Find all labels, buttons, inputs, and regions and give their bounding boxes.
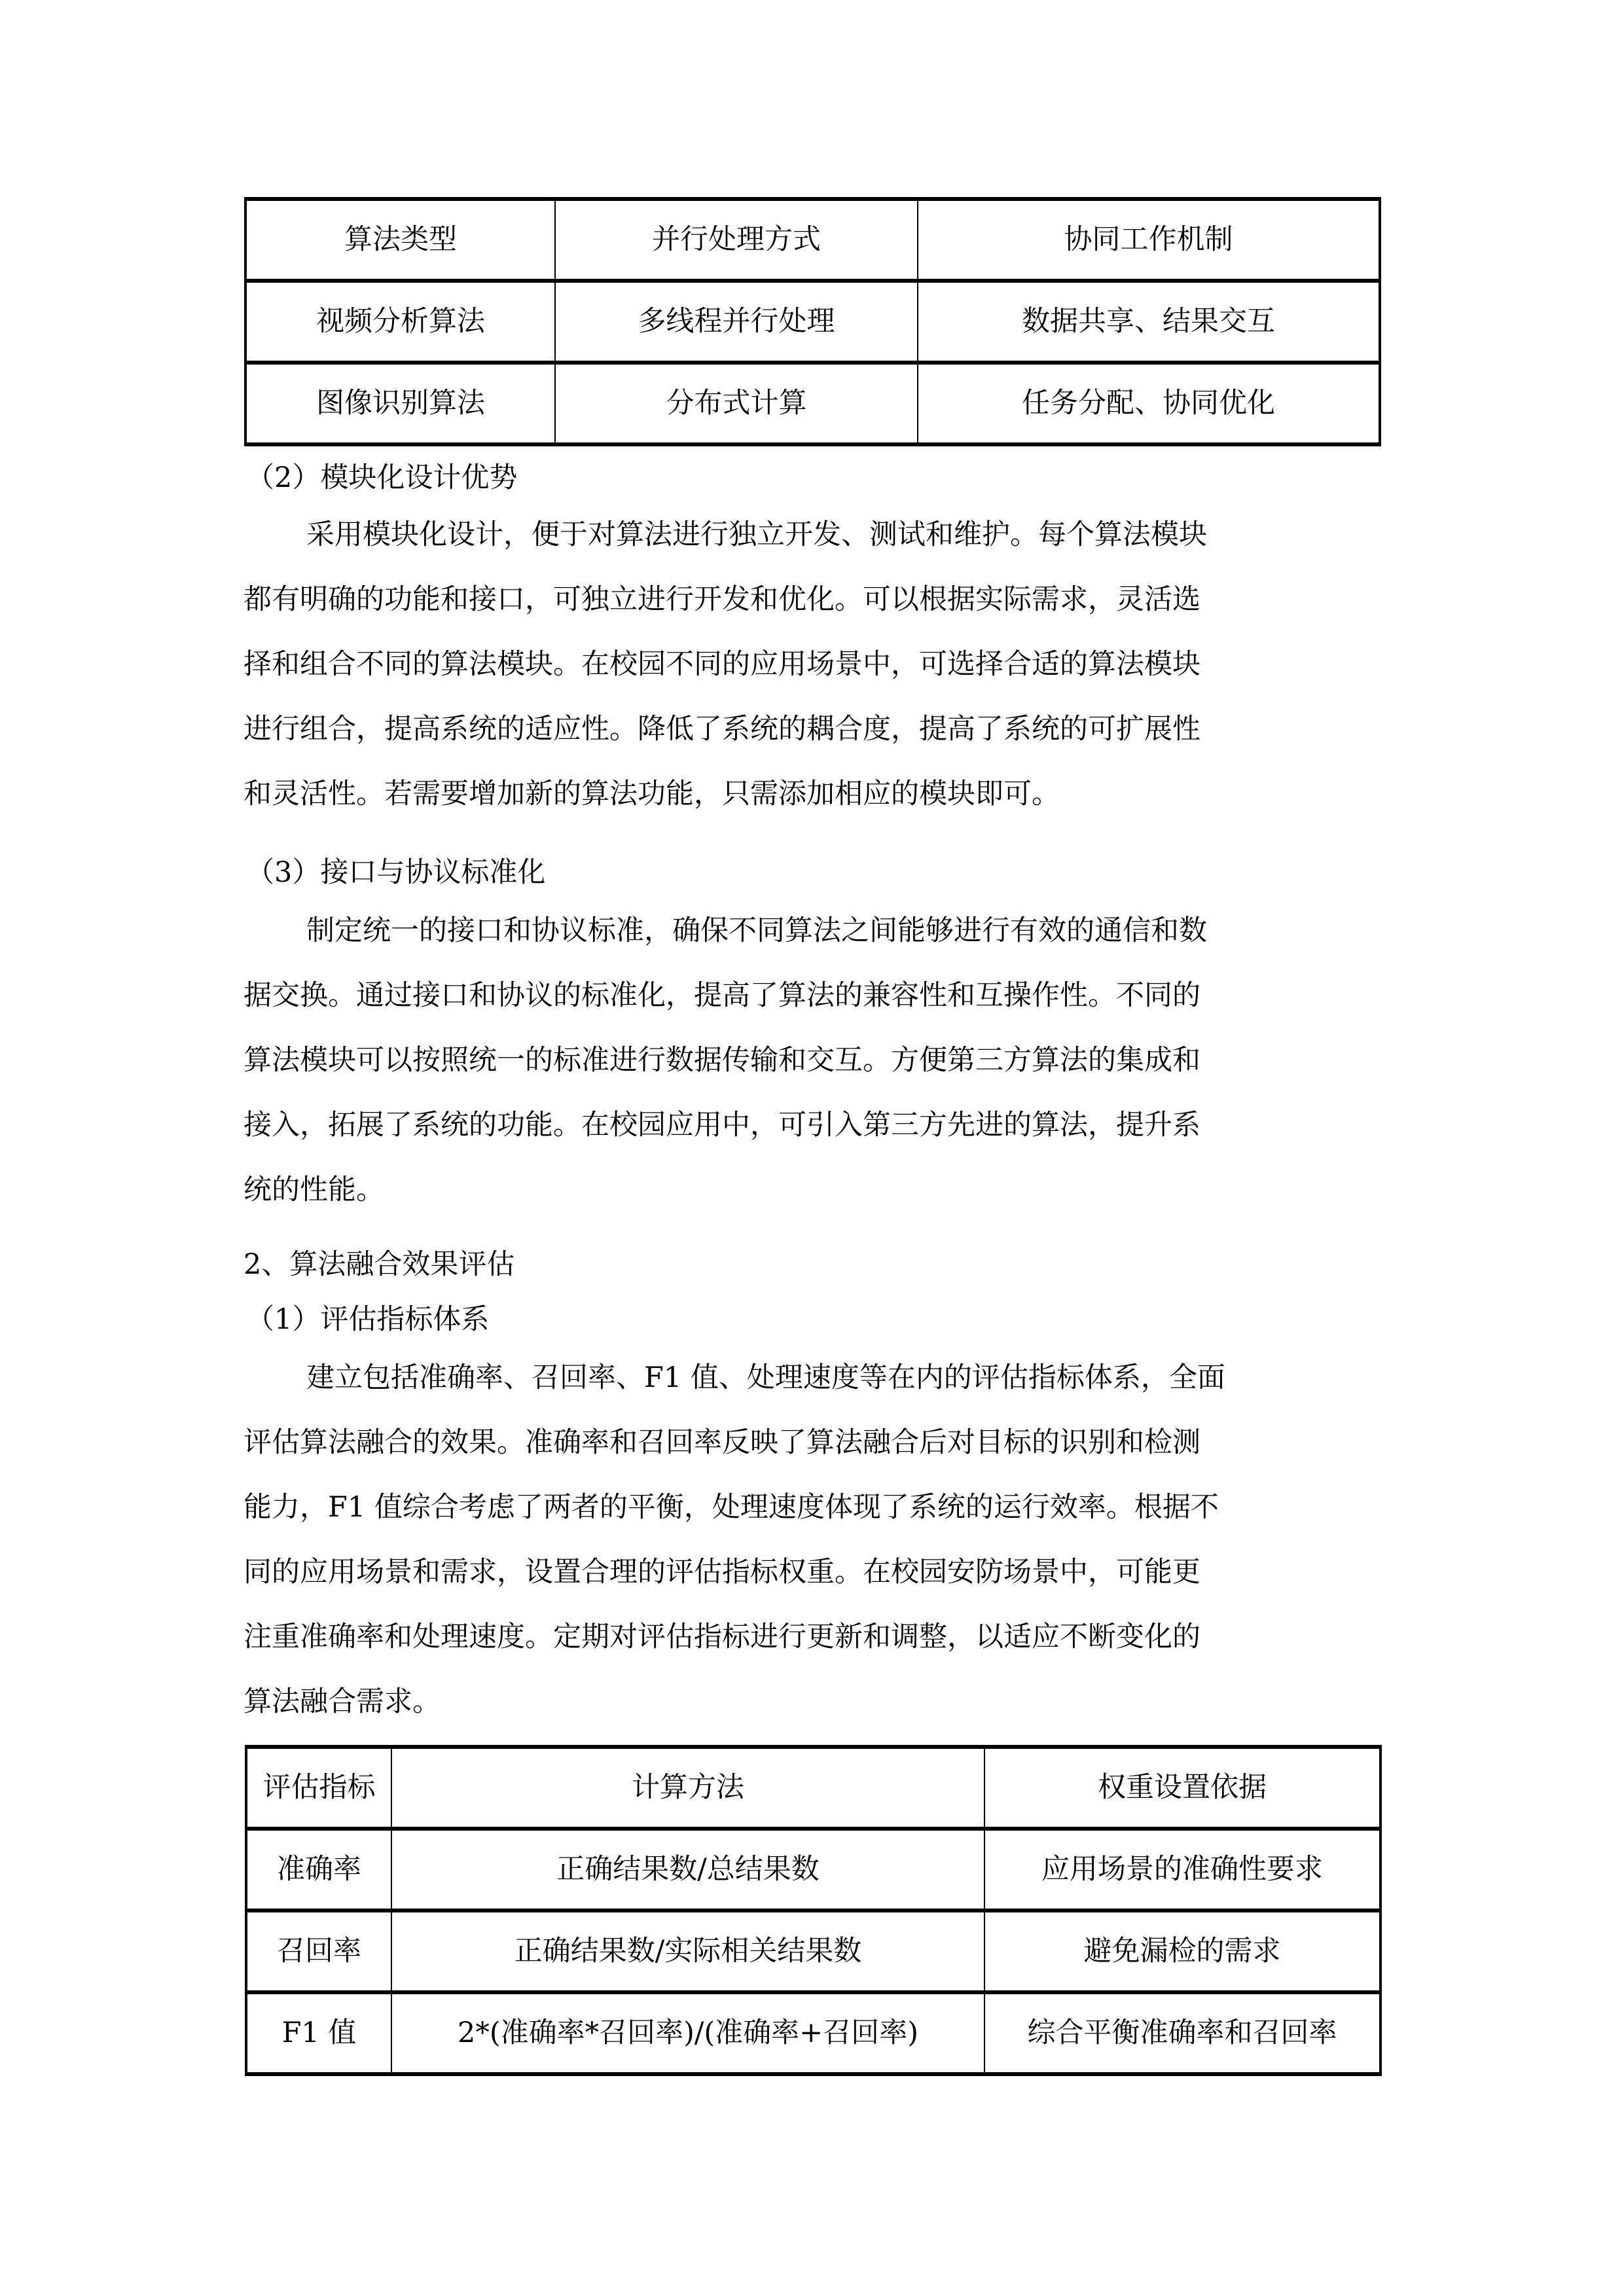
table-cell: 数据共享、结果交互 — [918, 281, 1380, 363]
paragraph-modular-design — [244, 503, 1379, 827]
table-cell: 召回率 — [246, 1910, 391, 1992]
paragraph-line: 算法融合需求。 — [244, 1685, 441, 1718]
table-cell: 应用场景的准确性要求 — [984, 1829, 1380, 1910]
table-row — [246, 1992, 1380, 2074]
paragraph-metrics-system — [244, 1346, 1379, 1734]
paragraph-line: 都有明确的功能和接口，可独立进行开发和优化。可以根据实际需求，灵活选 — [244, 583, 1200, 616]
subsection-heading-metrics-system: （1）评估指标体系 — [246, 1303, 490, 1336]
table-cell: 任务分配、协同优化 — [918, 363, 1380, 444]
table-cell: 正确结果数/总结果数 — [391, 1829, 984, 1910]
parallel-processing-table — [244, 197, 1381, 446]
paragraph-line: 建立包括准确率、召回率、F1 值、处理速度等在内的评估指标体系，全面 — [306, 1361, 1225, 1394]
table-row — [245, 363, 1380, 444]
table-header-cell: 计算方法 — [391, 1747, 984, 1829]
table-header-cell: 并行处理方式 — [555, 199, 918, 281]
paragraph-line: 算法模块可以按照统一的标准进行数据传输和交互。方便第三方算法的集成和 — [244, 1044, 1200, 1077]
paragraph-line: 择和组合不同的算法模块。在校园不同的应用场景中，可选择合适的算法模块 — [244, 648, 1200, 681]
paragraph-line: 统的性能。 — [244, 1174, 384, 1206]
table-cell: 视频分析算法 — [245, 281, 555, 363]
table-header-cell: 协同工作机制 — [918, 199, 1380, 281]
table-cell: 正确结果数/实际相关结果数 — [391, 1910, 984, 1992]
paragraph-line: 进行组合，提高系统的适应性。降低了系统的耦合度，提高了系统的可扩展性 — [244, 713, 1200, 745]
table-header-row — [246, 1747, 1380, 1829]
table-header-cell: 算法类型 — [245, 199, 555, 281]
paragraph-line: 据交换。通过接口和协议的标准化，提高了算法的兼容性和互操作性。不同的 — [244, 979, 1200, 1012]
table-row — [245, 281, 1380, 363]
paragraph-line: 同的应用场景和需求，设置合理的评估指标权重。在校园安防场景中，可能更 — [244, 1556, 1200, 1588]
table-cell: 多线程并行处理 — [555, 281, 918, 363]
paragraph-interface-standardization — [244, 899, 1379, 1223]
section-heading-modular-design: （2）模块化设计优势 — [246, 461, 518, 494]
paragraph-line: 制定统一的接口和协议标准，确保不同算法之间能够进行有效的通信和数 — [306, 914, 1207, 947]
table-row — [246, 1829, 1380, 1910]
paragraph-line: 和灵活性。若需要增加新的算法功能，只需添加相应的模块即可。 — [244, 778, 1060, 810]
section-heading-fusion-evaluation: 2、算法融合效果评估 — [244, 1248, 515, 1281]
table-header-row — [245, 199, 1380, 281]
table-cell: 准确率 — [246, 1829, 391, 1910]
table-cell: 综合平衡准确率和召回率 — [984, 1992, 1380, 2074]
table-header-cell: 权重设置依据 — [984, 1747, 1380, 1829]
paragraph-line: 采用模块化设计，便于对算法进行独立开发、测试和维护。每个算法模块 — [306, 518, 1207, 551]
section-heading-interface-standardization: （3）接口与协议标准化 — [246, 856, 546, 889]
table-cell: F1 值 — [246, 1992, 391, 2074]
table-row — [246, 1910, 1380, 1992]
evaluation-metrics-table — [245, 1745, 1382, 2076]
paragraph-line: 接入，拓展了系统的功能。在校园应用中，可引入第三方先进的算法，提升系 — [244, 1109, 1200, 1141]
table-cell: 图像识别算法 — [245, 363, 555, 444]
table-header-cell: 评估指标 — [246, 1747, 391, 1829]
paragraph-line: 评估算法融合的效果。准确率和召回率反映了算法融合后对目标的识别和检测 — [244, 1426, 1200, 1459]
paragraph-line: 能力，F1 值综合考虑了两者的平衡，处理速度体现了系统的运行效率。根据不 — [244, 1491, 1219, 1524]
table-cell: 2*(准确率*召回率)/(准确率+召回率) — [391, 1992, 984, 2074]
paragraph-line: 注重准确率和处理速度。定期对评估指标进行更新和调整，以适应不断变化的 — [244, 1621, 1200, 1653]
table-cell: 分布式计算 — [555, 363, 918, 444]
table-cell: 避免漏检的需求 — [984, 1910, 1380, 1992]
